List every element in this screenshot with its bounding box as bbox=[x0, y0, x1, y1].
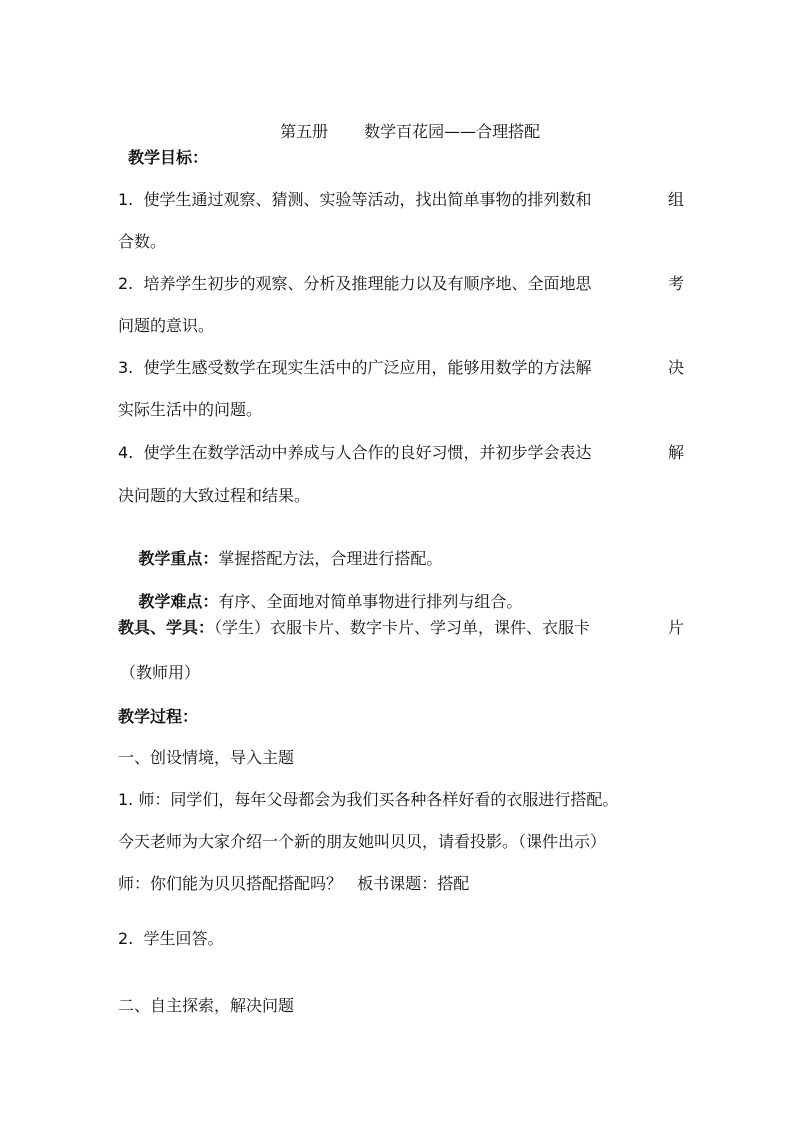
objective-1-line2: 合数。 bbox=[118, 232, 167, 251]
objective-1-line1: 1. 使学生通过观察、猜测、实验等活动，找出简单事物的排列数和 组 bbox=[118, 190, 684, 209]
objective-2-line1: 2. 培养学生初步的观察、分析及推理能力以及有顺序地、全面地思 考 bbox=[118, 274, 684, 293]
volume-label: 第五册 bbox=[280, 122, 329, 142]
paragraph-1-line2: 今天老师为大家介绍一个新的朋友她叫贝贝，请看投影。（课件出示） bbox=[118, 832, 607, 851]
section-2-heading: 二、自主探索，解决问题 bbox=[118, 996, 295, 1015]
key-point-text: 掌握搭配方法，合理进行搭配。 bbox=[218, 549, 443, 569]
process-heading: 教学过程： bbox=[118, 707, 199, 726]
objective-3-line1: 3. 使学生感受数学在现实生活中的广泛应用，能够用数学的方法解 决 bbox=[118, 358, 684, 377]
paragraph-1-line1: 1. 师：同学们，每年父母都会为我们买各种各样好看的衣服进行搭配。 bbox=[118, 790, 619, 809]
difficulty-label: 教学难点： bbox=[138, 592, 219, 612]
objective-3-line2: 实际生活中的问题。 bbox=[118, 400, 263, 419]
paragraph-2: 2. 学生回答。 bbox=[118, 929, 224, 948]
tools-line2: （教师用） bbox=[120, 663, 201, 682]
paragraph-1-line3: 师：你们能为贝贝搭配搭配吗？ 板书课题：搭配 bbox=[118, 874, 470, 893]
objective-4-line2: 决问题的大致过程和结果。 bbox=[118, 486, 311, 505]
objective-2-line2: 问题的意识。 bbox=[118, 316, 215, 335]
tools-text: （学生）衣服卡片、数字卡片、学习单，课件、衣服卡 bbox=[214, 618, 591, 637]
key-point-label: 教学重点： bbox=[138, 549, 219, 569]
section-1-heading: 一、创设情境，导入主题 bbox=[118, 748, 295, 767]
tools-label: 教具、学具： bbox=[118, 618, 215, 637]
lesson-title: 数学百花园——合理搭配 bbox=[364, 122, 541, 142]
objectives-heading: 教学目标： bbox=[128, 148, 209, 167]
page-title bbox=[0, 103, 800, 161]
difficulty-text: 有序、全面地对简单事物进行排列与组合。 bbox=[218, 592, 523, 612]
objective-4-line1: 4. 使学生在数学活动中养成与人合作的良好习惯，并初步学会表达 解 bbox=[118, 443, 684, 462]
tools-line1: 教具、学具：（学生）衣服卡片、数字卡片、学习单，课件、衣服卡 片 bbox=[118, 618, 684, 637]
